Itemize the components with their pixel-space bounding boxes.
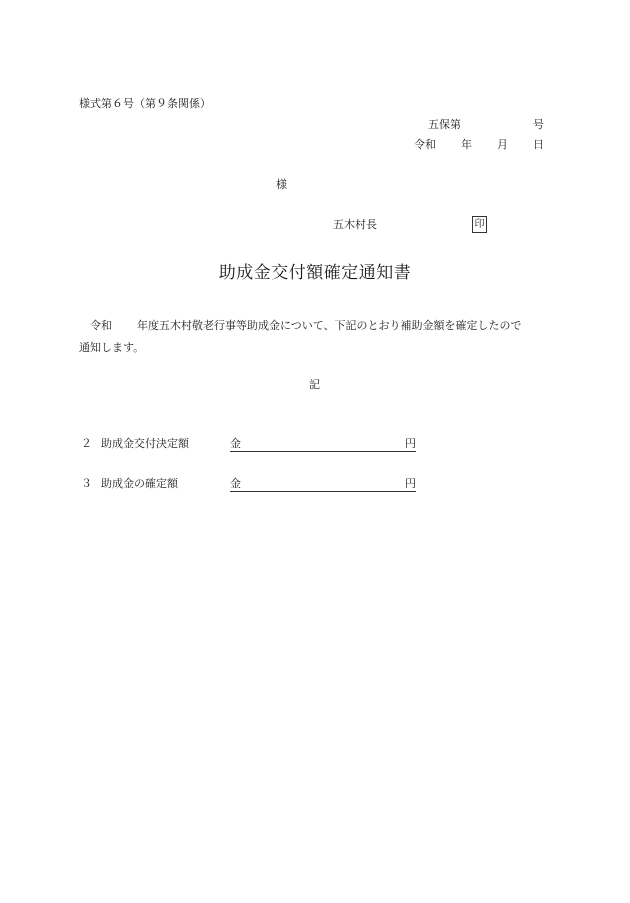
body-era: 令和 (90, 319, 112, 332)
date-era: 令和 (414, 138, 436, 151)
document-title: 助成金交付額確定通知書 (218, 263, 412, 283)
doc-number-suffix: 号 (533, 118, 544, 131)
form-label: 様式第６号（第９条関係） (79, 97, 211, 110)
item-number: ２ (81, 437, 92, 450)
amount-suffix: 円 (405, 437, 416, 450)
date-year-unit: 年 (461, 138, 472, 151)
doc-number-prefix: 五保第 (428, 118, 461, 131)
date-day-unit: 日 (533, 138, 544, 151)
amount-suffix: 円 (405, 477, 416, 490)
seal-mark: 印 (472, 216, 487, 233)
body-line1: 年度五木村敬老行事等助成金について、下記のとおり補助金額を確定したので (137, 319, 522, 332)
item-label: 助成金の確定額 (101, 477, 178, 490)
date-month-unit: 月 (497, 138, 508, 151)
amount-prefix: 金 (230, 437, 241, 450)
addressee-honorific: 様 (276, 178, 287, 191)
item-label: 助成金交付決定額 (101, 437, 189, 450)
amount-prefix: 金 (230, 477, 241, 490)
item-number: ３ (81, 477, 92, 490)
amount-field-line (230, 437, 416, 452)
ki-marker: 記 (309, 378, 320, 391)
body-line2: 通知します。 (79, 341, 145, 354)
issuer-name: 五木村長 (333, 218, 377, 231)
amount-field-line (230, 477, 416, 492)
